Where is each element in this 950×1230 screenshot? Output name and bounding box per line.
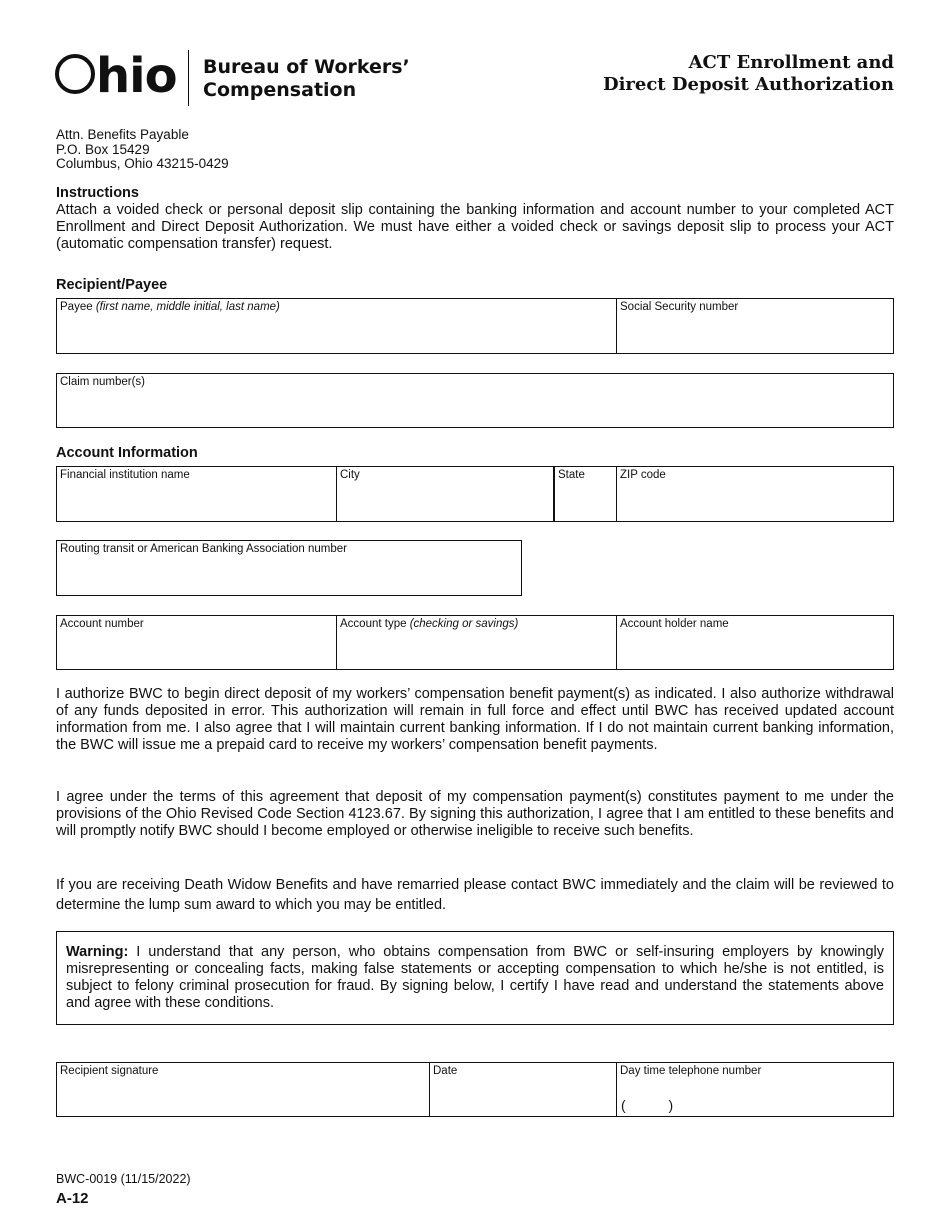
ohio-logo — [55, 48, 177, 104]
instructions-heading: Instructions — [56, 185, 139, 201]
ohio-logo-o-mark — [55, 54, 95, 94]
date-label: Date — [433, 1065, 458, 1077]
account-row — [56, 615, 894, 670]
form-title-line1: ACT Enrollment and — [688, 52, 894, 73]
phone-area-code-mask: ( ) — [621, 1097, 674, 1113]
claim-number-label: Claim number(s) — [60, 376, 145, 388]
account-number-label: Account number — [60, 618, 144, 630]
phone-label: Day time telephone number — [620, 1065, 762, 1077]
recipient-heading: Recipient/Payee — [56, 277, 168, 293]
date-field[interactable] — [429, 1063, 616, 1116]
account-heading: Account Information — [56, 445, 198, 461]
warning-label: Warning: — [66, 944, 129, 960]
agency-name — [203, 56, 410, 102]
mailing-address — [56, 128, 229, 172]
claim-number-field[interactable] — [56, 373, 894, 428]
form-title — [603, 52, 894, 96]
logo-divider — [188, 50, 189, 106]
payee-label: Payee (first name, middle initial, last name) — [60, 301, 280, 313]
death-benefits-paragraph: If you are receiving Death Widow Benefits and have remarried please contact BWC immediately and the claim will be reviewed to determine the lump sum award to which you may be entitled. — [56, 877, 894, 913]
zip-label: ZIP code — [620, 469, 666, 481]
payee-field[interactable] — [57, 299, 616, 353]
account-holder-label: Account holder name — [620, 618, 729, 630]
account-type-label: Account type (checking or savings) — [340, 618, 519, 630]
institution-label: Financial institution name — [60, 469, 190, 481]
address-line2: P.O. Box 15429 — [56, 141, 150, 157]
state-label: State — [558, 469, 585, 481]
account-holder-field[interactable] — [616, 616, 893, 669]
address-line3: Columbus, Ohio 43215-0429 — [56, 156, 229, 171]
account-type-field[interactable] — [336, 616, 616, 669]
state-field[interactable] — [553, 467, 616, 521]
ohio-logo-text: hio — [96, 48, 177, 104]
agency-name-line2: Compensation — [203, 79, 357, 101]
account-number-field[interactable] — [57, 616, 336, 669]
signature-row — [56, 1062, 894, 1117]
institution-field[interactable] — [57, 467, 336, 521]
institution-row — [56, 466, 894, 522]
payee-row — [56, 298, 894, 354]
authorization-paragraph: I authorize BWC to begin direct deposit of my workers’ compensation benefit payment(s) as indicated. I also authorize withdrawal of any funds deposited in error. This authorization will remain in full force and effect until BWC has received updated account information from me. I also agree that I will maintain current banking information. If I do not maintain current banking information, the BWC will issue me a prepaid card to receive my workers’ compensation benefit payments. — [56, 686, 894, 753]
warning-box — [56, 931, 894, 1025]
signature-label: Recipient signature — [60, 1065, 159, 1077]
page-code: A-12 — [56, 1190, 89, 1207]
form-number: BWC-0019 (11/15/2022) — [56, 1172, 191, 1186]
ssn-label: Social Security number — [620, 301, 739, 313]
form-title-line2: Direct Deposit Authorization — [602, 74, 894, 95]
routing-number-field[interactable] — [56, 540, 522, 596]
signature-field[interactable] — [57, 1063, 429, 1116]
instructions-text: Attach a voided check or personal deposit slip containing the banking information and account number to your completed ACT Enrollment and Direct Deposit Authorization. We must have either a voided check or savings deposit slip to process your ACT (automatic compensation transfer) request. — [56, 202, 894, 252]
agreement-paragraph: I agree under the terms of this agreement that deposit of my compensation payment(s) constitutes payment to me under the provisions of the Ohio Revised Code Section 4123.67. By signing this authorization, I agree that I am entitled to these benefits and will promptly notify BWC should I become employed or otherwise ineligible to receive such benefits. — [56, 789, 894, 839]
warning-text: I understand that any person, who obtains compensation from BWC or self-insuring employers by knowingly misrepresenting or concealing facts, making false statements or accepting compensation to which he/she is not entitled, is subject to felony criminal prosecution for fraud. By signing below, I certify I have read and understand the statements above and agree with these conditions. — [66, 944, 884, 1011]
city-field[interactable] — [336, 467, 553, 521]
agency-name-line1: Bureau of Workers’ — [203, 56, 410, 78]
city-label: City — [340, 469, 360, 481]
zip-field[interactable] — [616, 467, 893, 521]
ssn-field[interactable] — [616, 299, 893, 353]
phone-field[interactable] — [616, 1063, 893, 1116]
routing-number-label: Routing transit or American Banking Association number — [60, 543, 348, 555]
address-line1: Attn. Benefits Payable — [56, 127, 189, 142]
